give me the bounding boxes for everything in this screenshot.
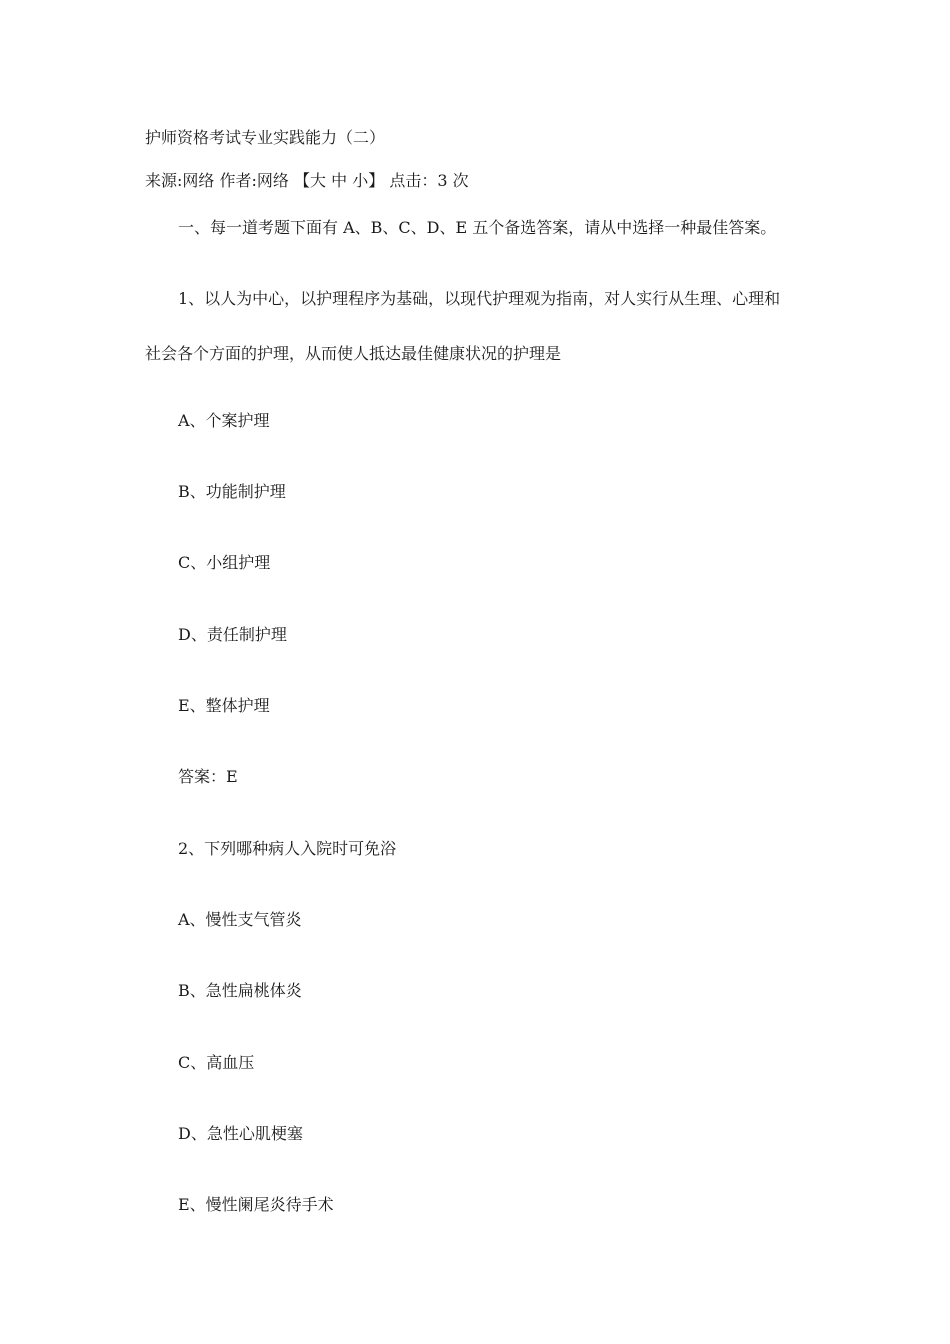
article-meta	[145, 171, 469, 191]
click-count: 点击：3 次	[389, 171, 469, 190]
font-size-medium-link[interactable]: 中	[331, 171, 348, 190]
question-1-answer: 答案：E	[178, 767, 238, 786]
font-size-large-link[interactable]: 大	[310, 171, 327, 190]
question-1-option-b: B、功能制护理	[178, 482, 286, 501]
question-1-option-e: E、整体护理	[178, 696, 270, 715]
question-2-stem: 2、下列哪种病人入院时可免浴	[178, 839, 397, 858]
author-label: 作者:网络	[219, 171, 289, 190]
question-2-option-d: D、急性心肌梗塞	[178, 1124, 303, 1143]
question-2-option-a: A、慢性支气管炎	[178, 910, 302, 929]
section-instruction: 一、每一道考题下面有 A、B、C、D、E 五个备选答案，请从中选择一种最佳答案。	[178, 218, 777, 237]
question-1-stem-line-2: 社会各个方面的护理，从而使人抵达最佳健康状况的护理是	[145, 344, 562, 363]
document-title: 护师资格考试专业实践能力（二）	[145, 128, 386, 147]
font-size-bracket-close: 】	[368, 171, 385, 190]
question-1-stem-line-1: 1、以人为中心，以护理程序为基础，以现代护理观为指南，对人实行从生理、心理和	[178, 289, 781, 308]
question-1-option-a: A、个案护理	[178, 411, 270, 430]
question-2-option-e: E、慢性阑尾炎待手术	[178, 1195, 334, 1214]
question-1-option-d: D、责任制护理	[178, 625, 287, 644]
question-2-option-c: C、高血压	[178, 1053, 255, 1072]
question-2-option-b: B、急性扁桃体炎	[178, 981, 302, 1000]
question-1-option-c: C、小组护理	[178, 553, 271, 572]
font-size-bracket-open: 【	[294, 171, 311, 190]
source-label: 来源:网络	[145, 171, 215, 190]
font-size-small-link[interactable]: 小	[352, 171, 369, 190]
